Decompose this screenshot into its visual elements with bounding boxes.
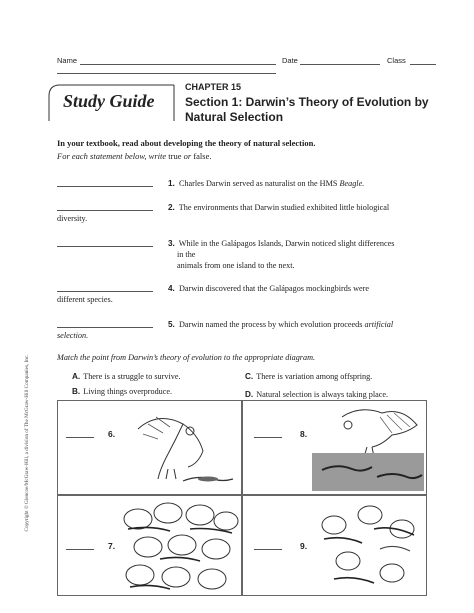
statement-2-number: 2. xyxy=(168,203,175,212)
option-b-letter: B. xyxy=(72,387,81,396)
instruction-false: false. xyxy=(193,151,212,161)
option-c-letter: C. xyxy=(245,372,254,381)
option-b-text: Living things overproduce. xyxy=(83,387,173,396)
statement-3-line1: While in the Galápagos Islands, Darwin noticed slight differences xyxy=(178,239,395,248)
copyright-notice: Copyright © Glencoe/McGraw-Hill, a division of The McGraw-Hill Companies, Inc. xyxy=(24,354,30,532)
option-b xyxy=(72,387,172,396)
bird-lizards-illustration xyxy=(312,405,424,493)
section-title-line1: Section 1: Darwin’s Theory of Evolution by xyxy=(185,95,429,109)
cell-7-number: 7. xyxy=(108,541,116,551)
option-a-text: There is a struggle to survive. xyxy=(83,372,181,381)
instruction-bold: In your textbook, read about developing the theory of natural selection. xyxy=(57,138,316,148)
statement-1-emphasis: Beagle. xyxy=(339,179,365,188)
diagram-cell-8 xyxy=(241,400,427,496)
statement-1-text: Charles Darwin served as naturalist on the HMS xyxy=(178,179,338,188)
chapter-label: CHAPTER 15 xyxy=(185,82,242,92)
option-c-text: There is variation among offspring. xyxy=(256,372,373,381)
option-d-text: Natural selection is always taking place. xyxy=(256,390,389,399)
statement-1 xyxy=(168,178,364,189)
answer-line-9[interactable] xyxy=(254,549,282,550)
statement-5-emphasis: artificial xyxy=(364,320,394,329)
statement-2-line1: The environments that Darwin studied exhibited little biological xyxy=(178,203,390,212)
name-field-extra-line xyxy=(57,73,276,74)
cell-8-number: 8. xyxy=(300,429,308,439)
statement-3 xyxy=(168,238,394,249)
statement-2 xyxy=(168,202,389,213)
study-guide-title: Study Guide xyxy=(63,91,155,111)
statement-1-number: 1. xyxy=(168,179,175,188)
many-lizards-eggs-illustration xyxy=(120,499,240,593)
answer-line-4[interactable] xyxy=(57,291,153,292)
answer-line-5[interactable] xyxy=(57,327,153,328)
name-field[interactable] xyxy=(80,64,276,65)
statement-3-line1b: in the xyxy=(177,250,196,259)
class-label: Class xyxy=(387,56,406,65)
option-c xyxy=(245,372,372,381)
section-title-line2: Natural Selection xyxy=(185,110,284,124)
statement-5-number: 5. xyxy=(168,320,175,329)
statement-4-line1: Darwin discovered that the Galápagos mockingbirds were xyxy=(178,284,370,293)
statement-2-line2: diversity. xyxy=(57,214,88,223)
statement-5 xyxy=(168,319,393,330)
statement-4-number: 4. xyxy=(168,284,175,293)
name-label: Name xyxy=(57,56,78,65)
answer-line-7[interactable] xyxy=(66,549,94,550)
option-a-letter: A. xyxy=(72,372,81,381)
statement-3-line2: animals from one island to the next. xyxy=(177,261,295,270)
diagram-cell-7 xyxy=(57,494,243,596)
cell-6-number: 6. xyxy=(108,429,116,439)
cell-9-number: 9. xyxy=(300,541,308,551)
match-instruction: Match the point from Darwin’s theory of evolution to the appropriate diagram. xyxy=(57,353,316,362)
statement-3-number: 3. xyxy=(168,239,175,248)
statement-4-line2: different species. xyxy=(57,295,113,304)
instruction-or: or xyxy=(183,151,192,161)
instruction-true: true xyxy=(168,151,182,161)
class-field[interactable] xyxy=(410,64,436,65)
date-field[interactable] xyxy=(300,64,380,65)
answer-line-2[interactable] xyxy=(57,210,153,211)
option-d-letter: D. xyxy=(245,390,254,399)
option-d xyxy=(245,390,388,399)
instruction-italic xyxy=(57,151,211,161)
study-guide-box xyxy=(48,84,175,122)
hatching-lizards-illustration xyxy=(314,499,424,593)
date-label: Date xyxy=(282,56,298,65)
instruction-italic-text: For each statement below, write xyxy=(57,151,167,161)
answer-line-6[interactable] xyxy=(66,437,94,438)
answer-line-1[interactable] xyxy=(57,186,153,187)
statement-5-line2: selection. xyxy=(57,331,89,340)
diagram-cell-6 xyxy=(57,400,243,496)
statement-5-line1: Darwin named the process by which evolution proceeds xyxy=(178,320,363,329)
statement-4 xyxy=(168,283,369,294)
option-a xyxy=(72,372,181,381)
answer-line-3[interactable] xyxy=(57,246,153,247)
answer-line-8[interactable] xyxy=(254,437,282,438)
hawk-lizard-illustration xyxy=(128,409,238,489)
diagram-cell-9 xyxy=(241,494,427,596)
